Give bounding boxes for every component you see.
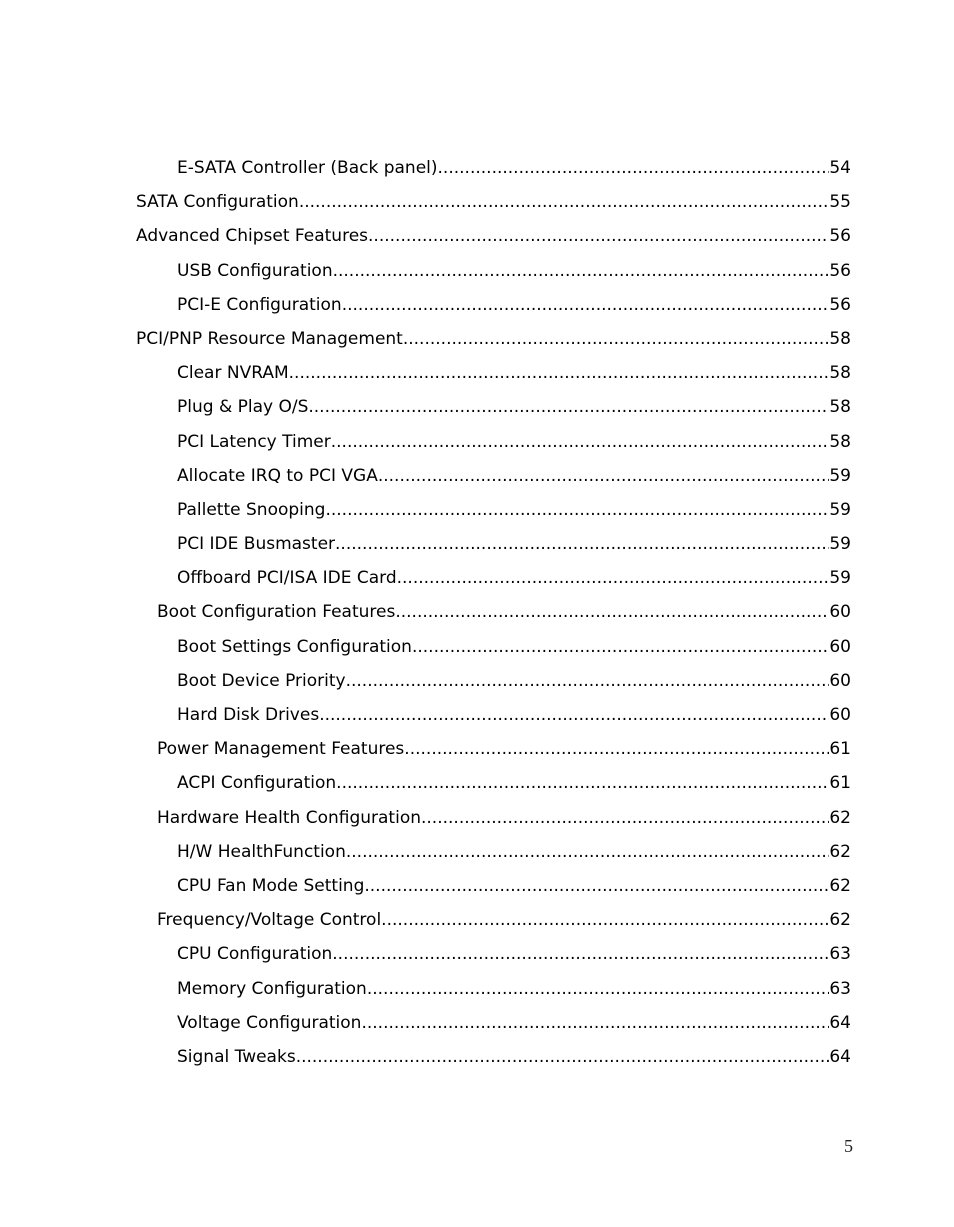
toc-entry-title: PCI/PNP Resource Management bbox=[136, 328, 403, 349]
toc-entry[interactable] bbox=[0, 903, 954, 937]
toc-entry-page: 61 bbox=[829, 773, 851, 794]
toc-entry[interactable] bbox=[0, 1006, 954, 1040]
toc-entry[interactable] bbox=[0, 937, 954, 971]
toc-dot-leader bbox=[319, 704, 829, 726]
toc-dot-leader bbox=[333, 260, 830, 282]
toc-entry-page: 64 bbox=[829, 1012, 851, 1033]
toc-entry-title: Hard Disk Drives bbox=[177, 705, 320, 725]
toc-dot-leader bbox=[367, 978, 830, 1000]
toc-entry-page: 58 bbox=[829, 431, 851, 452]
toc-dot-leader bbox=[308, 396, 829, 418]
toc-entry-title: Boot Device Priority bbox=[177, 670, 346, 691]
toc-entry-page: 56 bbox=[829, 226, 851, 247]
toc-dot-leader bbox=[438, 157, 830, 179]
toc-dot-leader bbox=[378, 465, 830, 487]
toc-entry-title: Voltage Configuration bbox=[177, 1012, 362, 1033]
toc-dot-leader bbox=[361, 1012, 829, 1034]
toc-entry-page: 59 bbox=[829, 499, 851, 520]
toc-dot-leader bbox=[336, 772, 829, 794]
toc-entry-title: PCI IDE Busmaster bbox=[177, 534, 336, 555]
toc-entry[interactable] bbox=[0, 801, 954, 835]
toc-entry-title: CPU Fan Mode Setting bbox=[177, 875, 365, 896]
toc-entry-title: Memory Configuration bbox=[177, 978, 367, 999]
toc-dot-leader bbox=[346, 670, 830, 692]
toc-entry-title: H/W HealthFunction bbox=[177, 841, 346, 862]
toc-dot-leader bbox=[289, 362, 830, 384]
toc-entry[interactable] bbox=[0, 254, 954, 288]
toc-entry[interactable] bbox=[0, 869, 954, 903]
toc-dot-leader bbox=[395, 601, 829, 623]
toc-dot-leader bbox=[381, 909, 829, 931]
toc-entry-title: SATA Configuration bbox=[136, 192, 299, 213]
toc-entry[interactable] bbox=[0, 356, 954, 390]
toc-entry-page: 58 bbox=[829, 397, 851, 418]
toc-entry-title: Clear NVRAM bbox=[177, 363, 289, 384]
toc-entry-page: 54 bbox=[829, 158, 851, 178]
toc-entry[interactable] bbox=[0, 766, 954, 800]
toc-entry-title: Plug & Play O/S bbox=[177, 397, 309, 418]
toc-entry-title: ACPI Configuration bbox=[177, 773, 337, 794]
toc-entry-title: Boot Configuration Features bbox=[157, 602, 396, 623]
toc-entry-page: 58 bbox=[829, 328, 851, 349]
toc-entry-title: CPU Configuration bbox=[177, 944, 333, 965]
toc-entry[interactable] bbox=[0, 972, 954, 1006]
toc-entry[interactable] bbox=[0, 527, 954, 561]
toc-entry-page: 62 bbox=[829, 841, 851, 862]
toc-entry-page: 63 bbox=[829, 944, 851, 965]
toc-dot-leader bbox=[299, 191, 830, 213]
toc-entry-page: 59 bbox=[829, 568, 851, 589]
toc-entry-title: Allocate IRQ to PCI VGA bbox=[177, 465, 378, 486]
toc-entry[interactable] bbox=[0, 561, 954, 595]
toc-entry[interactable] bbox=[0, 151, 954, 185]
toc-entry-title: USB Configuration bbox=[177, 260, 333, 281]
toc-dot-leader bbox=[421, 807, 829, 829]
toc-dot-leader bbox=[331, 431, 830, 453]
toc-entry-title: Pallette Snooping bbox=[177, 499, 326, 520]
toc-entry[interactable] bbox=[0, 390, 954, 424]
toc-entry-page: 61 bbox=[829, 739, 851, 760]
toc-entry[interactable] bbox=[0, 664, 954, 698]
toc-entry[interactable] bbox=[0, 288, 954, 322]
toc-dot-leader bbox=[403, 328, 830, 350]
toc-entry-page: 62 bbox=[829, 875, 851, 896]
toc-dot-leader bbox=[346, 841, 830, 863]
toc-entry-page: 64 bbox=[829, 1046, 851, 1067]
toc-entry-page: 59 bbox=[829, 465, 851, 486]
toc-entry[interactable] bbox=[0, 835, 954, 869]
toc-entry-page: 55 bbox=[829, 192, 851, 213]
toc-dot-leader bbox=[335, 533, 829, 555]
toc-entry-title: Frequency/Voltage Control bbox=[157, 910, 382, 931]
toc-dot-leader bbox=[364, 875, 829, 897]
toc-dot-leader bbox=[397, 567, 830, 589]
toc-entry-title: Boot Settings Configuration bbox=[177, 636, 412, 657]
toc-entry[interactable] bbox=[0, 493, 954, 527]
toc-entry-title: Hardware Health Configuration bbox=[157, 807, 421, 828]
toc-entry-title: Advanced Chipset Features bbox=[136, 226, 369, 247]
toc-entry-page: 60 bbox=[829, 636, 851, 657]
toc-entry[interactable] bbox=[0, 185, 954, 219]
toc-entry[interactable] bbox=[0, 698, 954, 732]
toc-entry-page: 63 bbox=[829, 978, 851, 999]
toc-entry-title: PCI-E Configuration bbox=[177, 294, 342, 315]
toc-entry[interactable] bbox=[0, 1040, 954, 1074]
toc-dot-leader bbox=[325, 499, 829, 521]
toc-entry-title: Signal Tweaks bbox=[177, 1046, 296, 1067]
toc-entry[interactable] bbox=[0, 732, 954, 766]
toc-entry-page: 60 bbox=[829, 602, 851, 623]
toc-entry-title: Offboard PCI/ISA IDE Card bbox=[177, 568, 397, 589]
page-number: 5 bbox=[844, 1136, 853, 1156]
toc-entry[interactable] bbox=[0, 630, 954, 664]
toc-entry[interactable] bbox=[0, 219, 954, 253]
toc-entry[interactable] bbox=[0, 322, 954, 356]
toc-entry-page: 56 bbox=[829, 294, 851, 315]
toc-entry-page: 62 bbox=[829, 910, 851, 931]
toc-dot-leader bbox=[404, 738, 829, 760]
toc-entry[interactable] bbox=[0, 595, 954, 629]
table-of-contents bbox=[0, 151, 954, 1074]
toc-dot-leader bbox=[368, 225, 829, 247]
toc-entry-title: Power Management Features bbox=[157, 739, 405, 760]
toc-entry-page: 62 bbox=[829, 807, 851, 828]
toc-entry-page: 58 bbox=[829, 363, 851, 384]
toc-dot-leader bbox=[332, 943, 829, 965]
toc-entry-title: PCI Latency Timer bbox=[177, 431, 331, 452]
toc-entry[interactable] bbox=[0, 425, 954, 459]
toc-dot-leader bbox=[412, 636, 829, 658]
toc-dot-leader bbox=[296, 1046, 830, 1068]
toc-entry-page: 60 bbox=[829, 705, 851, 725]
toc-entry-page: 56 bbox=[829, 260, 851, 281]
toc-entry-title: E-SATA Controller (Back panel) bbox=[177, 158, 438, 178]
toc-dot-leader bbox=[342, 294, 830, 316]
toc-entry[interactable] bbox=[0, 459, 954, 493]
toc-entry-page: 60 bbox=[829, 670, 851, 691]
toc-entry-page: 59 bbox=[829, 534, 851, 555]
